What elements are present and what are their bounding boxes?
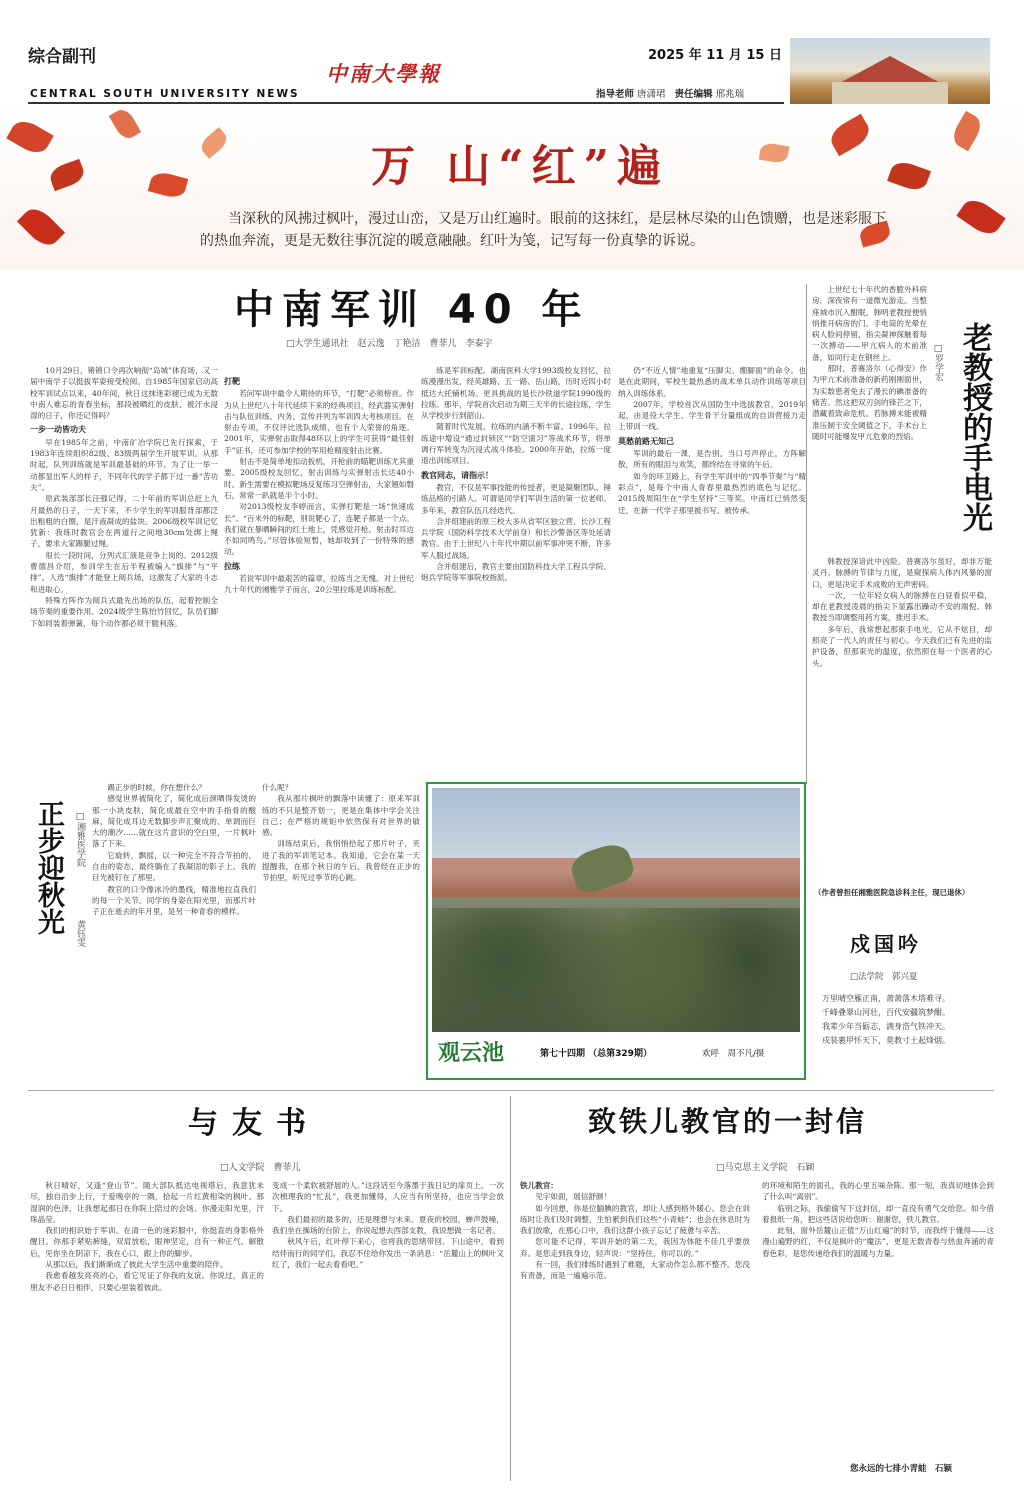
paragraph: 韩教授深谙此中凶险。普赛洛尔虽好，却非万能灵丹。脉搏的节律与力度，是窥探病人体内风暴的窗口，更是决定手术成败的无声密码。 (812, 557, 992, 589)
editor-name: 邢兆瑞 (715, 89, 745, 100)
subheading-farewell: 莫愁前路无知己 (618, 436, 674, 446)
article1-column-3 (421, 365, 611, 783)
paragraph: 我们的相识始于军训。在清一色的迷彩服中，你挺直的身影格外醒目。你那手紧贴裤缝，双肩放松，眼神坚定，自有一种正气。解散后，见你坐在阴凉下，我在心口，跟上你的脚步。 (30, 1226, 264, 1258)
paragraph: 什么呢？ (262, 783, 293, 792)
autumn-step-author: 黄钰雯 (75, 920, 85, 947)
paragraph: 它旋转，飘摇，以一种完全不符合节拍的、自由的姿态，最终躺在了我凝固的影子上。我的目光被钉在了那里。 (92, 850, 256, 883)
paragraph: 从那以后，我们渐渐成了彼此大学生活中重要的陪伴。 (45, 1260, 228, 1270)
paragraph: 见字如面，展信舒颜！ (535, 1192, 612, 1202)
paragraph: 我们最初的最多的，还是理想与未来。夏夜的校园，蝉声鼓噪，我们坐在操场的台阶上，你说起想去西部支教，我说想做一名记者。 (272, 1214, 504, 1236)
banner-title: 万 山“红”遍 (371, 141, 669, 192)
paragraph: 此刻，窗外岳麓山正值“万山红遍”的时节，而我终于懂得——这漫山遍野的红，不仅是枫叶的“魔法”，更是无数青春与热血奔涌的青春色彩，是您传递给我们的温暖与力量。 (762, 1226, 994, 1258)
cheering-photo (432, 788, 800, 1032)
paragraph: 秋风午后，红叶停下来心，也将我的思绪带回。下山途中，看到结伴而行的同学们，我忍不住给你发出一条消息：“岳麓山上的枫叶又红了，我们一起去看看吧。” (272, 1237, 504, 1270)
letter-byline: □马克思主义学院 石颖 (716, 1163, 815, 1173)
letter-body-2 (762, 1180, 994, 1458)
paragraph: 2007年，学校首次从国防生中选拔教官，2019年起，由退役大学生、学生骨干分量组成的自训营接力走上带训一线。 (618, 399, 806, 432)
photo-frame (426, 782, 806, 1080)
paragraph: 您可能不记得，军训开始的第二天，我因为体能不佳几乎要放弃。是您走到我身边，轻声说：“坚持住，你可以的。” (520, 1237, 750, 1258)
friends-title: 与友书 (188, 1106, 320, 1141)
paragraph: 如今回想，你是位腼腆的教官，却让人感到格外暖心。您会在训练时让我们及时调整，生怕累到我们这些“小青蛙”；也会在休息时为我们放歌，在那心口中，我们这群小孩子忘记了疲惫与辛苦。 (520, 1203, 750, 1236)
poem-line: 百代安疆筑梦酣。 (886, 1008, 950, 1017)
subheading-shooting: 打靶 (224, 377, 240, 386)
subheading-instructor: 教官同志，请指示！ (421, 470, 493, 480)
paragraph: 那时，普赛洛尔（心得安）作为甲亢术前准备的新药刚刚面世，为实数患者免去了漫长的碘准备的痛苦。然这把双刃剑的锋芒之下，潜藏着致命危机。若脉搏未能被精准压制于安全阈值之下，手术台上随时可能爆发甲亢危象的烈焰。 (812, 364, 927, 441)
column-divider (806, 284, 807, 784)
photo-credit: 欢呼 周不凡/摄 (702, 1049, 765, 1059)
paragraph: 铁儿教官： (520, 1181, 558, 1190)
article1-column-4 (618, 365, 806, 783)
letter-title: 致铁儿教官的一封信 (588, 1105, 868, 1138)
letter-body-1 (520, 1180, 750, 1478)
friends-byline: □人文学院 曹菲儿 (220, 1163, 301, 1173)
paragraph: 若问军训中最令人期待的环节，“打靶”必须榜首。作为从上世纪八十年代延续下来的经典项目，经武器实弹射击与队伍训练、内务、宣传并列为军训四大考核项目。在射击专项，不仅评比选队成绩，也有个人荣誉的角逐。2001年，实弹射击取得48环以上的学生可获得“最佳射手”证书，还可参加学校的军用枪精度射击比赛。 (224, 389, 414, 455)
paragraph: 的环境和陌生的面孔，我的心里五味杂陈。那一刻，我真切地体会到了什么叫“离别”。 (762, 1181, 994, 1202)
friends-body-2 (272, 1180, 504, 1478)
old-professor-byline: □罗学宏 (933, 344, 943, 381)
paragraph: 教官，不仅是军事技能的传授者，更是凝聚团队、锤炼品格的引路人。可谓是同学们军训生活的第一位老师。多年来，教官队伍几经迭代。 (421, 482, 611, 515)
advisor-name: 唐潇珺 (637, 89, 666, 100)
paragraph: 仍“不近人情”地重复“压脚尖、绷脚面”的命令。也是在此期间，军校生最热悉的战术单兵动作训练等项目纳入训练体系。 (618, 366, 806, 398)
old-professor-title: 老教授的手电光 (957, 322, 992, 532)
article1-column-2 (224, 373, 414, 783)
poem-title: 戍国吟 (850, 932, 922, 956)
autumn-step-body-2 (262, 782, 420, 1077)
paragraph: 随着时代发展，拉练的内涵不断丰富。1996年，拉练途中增设“通过封锁区”“防空演习”等战术环节，将单调行军转变为沉浸式战斗体验。2000年开始，拉练一度退出训练项目。 (421, 422, 611, 466)
paragraph: 教官的口令像冰冷的墨线，精准地拉直我们的每一个关节。同学的身姿在阳光里，而那片叶子正在逝去的年月里，是另一种青春的模样。 (92, 884, 256, 917)
article1-column-1 (30, 365, 218, 782)
subheading-step: 一步一动皆功夫 (30, 425, 86, 435)
paragraph: 若说军训中最艰苦的篇章，拉练当之无愧。对上世纪九十年代的湘雅学子而言，20公里拉练是训练标配。 (224, 574, 414, 595)
paragraph: 原武装部部长汪强记得，二十年前的军训总赶上九月最热的日子，一天下来，不少学生的军训服背部都泛出粗粗的白圈，是汗液凝成的盐块。2006级校军训记忆犹新：我练时教官会在两道行之间地30cm处绑上绳子，要求大家踢腿过绳。 (30, 494, 218, 549)
military-training-byline: □大学生通讯社 赵云逸 丁艳洁 曹菲儿 李泰宇 (286, 339, 493, 349)
photo-issue (540, 1046, 652, 1059)
campus-building-picture (790, 38, 990, 110)
issue-date: 2025 年 11 月 15 日 (648, 48, 782, 63)
paragraph: 军训的最后一课，是告别。当口号声停止，方阵解散，所有的眼泪与欢笑，都终结在寻常的午后。 (618, 449, 806, 470)
paragraph: 我从那片枫叶的飘落中读懂了：原来军训练的不只是整齐划一，更是在集体中学会关注自己；在严格的规矩中依然保有对世界的敏感。 (262, 794, 420, 838)
autumn-step-body-1 (92, 782, 256, 1077)
paragraph: 合并组建前的原三校大多从省军区独立营、长沙工程兵学院（国防科学技术大学前身）和长沙警备区等处延请教官。由于上世纪八十年代中期以前军事冲突不断，许多军人服过战场。 (421, 516, 611, 560)
paragraph: 上世纪七十年代的香脆外科病房，深夜常有一道微光游走。当整座城市沉入酣眠，韩明老教授便悄悄推开病房的门。手电筒的光晕在病人脸间停留，指尖凝神探触着每一次搏动——甲亢病人的术前准备，如同行走在钢丝上。 (812, 285, 927, 362)
editor-label: 责任编辑 (674, 89, 713, 100)
paragraph: 特殊方阵作为阅兵式最先出场的队伍，起着控制全场节奏的重要作用。2024级学生陈怡竹回忆，队员们脚下如同装着弹簧，每个动作都必须干脆利落。 (30, 595, 218, 628)
editor-line (596, 86, 744, 100)
section-label: 综合副刊 (28, 47, 96, 67)
paper-en-title: CENTRAL SOUTH UNIVERSITY NEWS (30, 88, 300, 100)
autumn-step-unit: □湘雅医学院 (75, 812, 85, 867)
poem-line: 萧萧落木塔难寻。 (886, 994, 950, 1003)
poem-line: 戍装裹甲怀天下， (822, 1036, 886, 1045)
issue-total: （总第329期） (588, 1049, 652, 1059)
friends-body-1 (30, 1180, 264, 1478)
military-training-title: 中南军训 40 年 (234, 287, 590, 333)
poem-line: 莫教寸土起烽烟。 (886, 1036, 950, 1045)
paragraph: 临别之际，我偷偷写下这封信，却一直没有勇气交给您。如今借着报纸一角，把这些话说给您听：谢谢您，铁儿教官。 (762, 1203, 994, 1224)
article1-lead: 10月29日，锵锵口令再次响彻“岛城”体育场，又一届中南学子以挺拔军姿接受检阅。自1985年国家启动高校军训试点以来，40年间，秋日这抹迷彩褪已成为无数中南人难忘的青春坐标，那段被晒红的皮肤、被汗水浸湿的日子，你还记得吗？ (30, 366, 218, 421)
paragraph: 感觉世界被简化了，简化成后颈晒得发烫的那一小块皮肤，简化成最在空中的手指骨的酸麻，简化成耳边无数脚步声汇聚成的、单调而巨大的潮汐……就在这片意识的空白里，一片枫叶落了下来。 (92, 794, 256, 849)
paragraph: 对2013级校友李婷而言，实弹打靶是一场“快速成长”。“百米外的标靶，别说靶心了，连靶子都是一个点。我们就在暴晒瞬间的红土地上，凭感觉开枪。射击时耳边不如同鸣鸟。”尽管体验短暂，她却收到了一份特殊的感动。 (224, 502, 414, 557)
paragraph: 早在1985年之前，中南矿冶学院已先行探索，于1983年连续组织82级、83级两届学生开展军训。从那时起，队列训练就是军训最基础的环节。为了让一举一动都显出军人的样子，不同年代的学子都下过一番“苦功夫”。 (30, 437, 218, 492)
issue-number: 第七十四期 (540, 1049, 586, 1059)
old-professor-body-lower (812, 556, 992, 886)
paragraph: 踢正步的时候，你在想什么？ (107, 783, 206, 792)
poem-line: 万里晴空雁正南， (822, 994, 886, 1003)
masthead-logo: 中南大學報 (326, 61, 441, 86)
paragraph: 我愈看越发亮亮的心，看它见证了你我的友谊。你说过，真正的朋友不必日日相伴，只要心里装着彼此。 (30, 1271, 264, 1292)
paragraph: 变成一个柔软被舒展的人。”这段话至今落墨于我日记的扉页上。一次次梳理我的“忙乱”，我更加懂得，人应当有所坚持，也应当学会放下。 (272, 1181, 504, 1213)
paragraph: 合并组建后，教官主要由国防科技大学工程兵学院、炮兵学院等军事院校指派。 (421, 562, 611, 583)
advisor-label: 指导老师 (596, 89, 635, 100)
section-divider (28, 1090, 994, 1091)
paragraph: 秋日晴好，又逢“登山节”。随大部队抵达电视塔后，我意犹未尽，独自沿步上行，于爱晚亭的一隅，拾起一片红黄相染的枫叶。那湿润的色泽，让我想起那日在你院上陪过的会场。你漫走阳光里，汗珠晶莹。 (30, 1181, 264, 1224)
paragraph: 训练结束后，我悄悄拾起了那片叶子，夹进了我的军训笔记本。我知道，它会在某一天提醒我，在那个秋日的午后，我曾经在正步的节拍里，听见过季节的心跳。 (262, 839, 420, 883)
poem-line: 满身浩气铁冲天。 (886, 1022, 950, 1031)
poem-body (822, 992, 997, 1048)
poem-line: 我辈少年当砺志， (822, 1022, 886, 1031)
paragraph: 多年后，我常想起那束手电光。它从不炫目，却照亮了一代人的责任与初心。今天我们已有先进的监护设备，但那束光的温度，依然照在每一个医者的心头。 (812, 624, 992, 668)
banner-intro: 当深秋的风拂过枫叶，漫过山峦，又是万山红遍时。眼前的这抹红，是层林尽染的山色馈赠，也是迷彩服下的热血奔流，更是无数往事沉淀的暖意融融。红叶为笺，记写每一份真挚的诉说。 (200, 211, 886, 249)
paragraph: 练是军训标配。湖南医科大学1993级校友回忆，拉练漫漫出发，经英雄路、五一路、岳山路，历时近四小时抵达大托铺机场。更具挑战的是长沙铁道学院1990级的拉练。那年，学院首次启动为期三天半的长途拉练，学生从学校步行到韶山。 (421, 366, 611, 421)
column-divider (510, 1096, 511, 1481)
photo-column-name: 观云池 (438, 1040, 505, 1066)
poem-byline: □法学院 郭兴夏 (850, 972, 918, 982)
letter-signature: 您永远的七排小青蛙 石颖 (850, 1464, 953, 1474)
subheading-march: 拉练 (224, 561, 240, 571)
paragraph: 很长一段时间，分列式汇演是竞争上岗的。2012级曹德昌介绍，参训学生在后半程被编入“旗排”与“平排”。人选“旗排”才能登上阅兵场，这激发了大家的斗志和进取心。 (30, 550, 218, 594)
old-professor-note: （作者曾担任湘雅医院急诊科主任，现已退休） (814, 888, 970, 897)
paragraph: 如今的环卫路上，有学生军训中的“四季节奏”与“精彩点”，是每个中南人青春里最热烈的底色与记忆。2015级周阳生在“学生坚持”三等奖。中南红已悄然变迁，在新一代学子那里被书写、被传承。 (618, 471, 806, 515)
paragraph: 有一回，我们排练时遇到了难题，大家动作怎么都不整齐。您没有责备，而是一遍遍示范。 (520, 1260, 750, 1281)
paragraph: 一次，一位年轻女病人的脉搏在白昼看似平稳，却在老教授凌晨的指尖下显露出躁动不安的端倪。韩教授当即调整用药方案，推迟手术。 (812, 590, 992, 623)
poem-line: 千峰叠翠山河壮， (822, 1008, 886, 1017)
autumn-step-title: 正步迎秋光 (33, 800, 64, 935)
old-professor-body (812, 284, 927, 554)
paragraph: 射击不是简单地扣动扳机，开枪前的瞄靶训练尤其重要。2005级校友回忆，射击训练与实弹射击长达40小时。新生需要在模拟靶场反复练习空弹射击，大家翘如磐石，常常一趴就是半个小时。 (224, 457, 414, 500)
